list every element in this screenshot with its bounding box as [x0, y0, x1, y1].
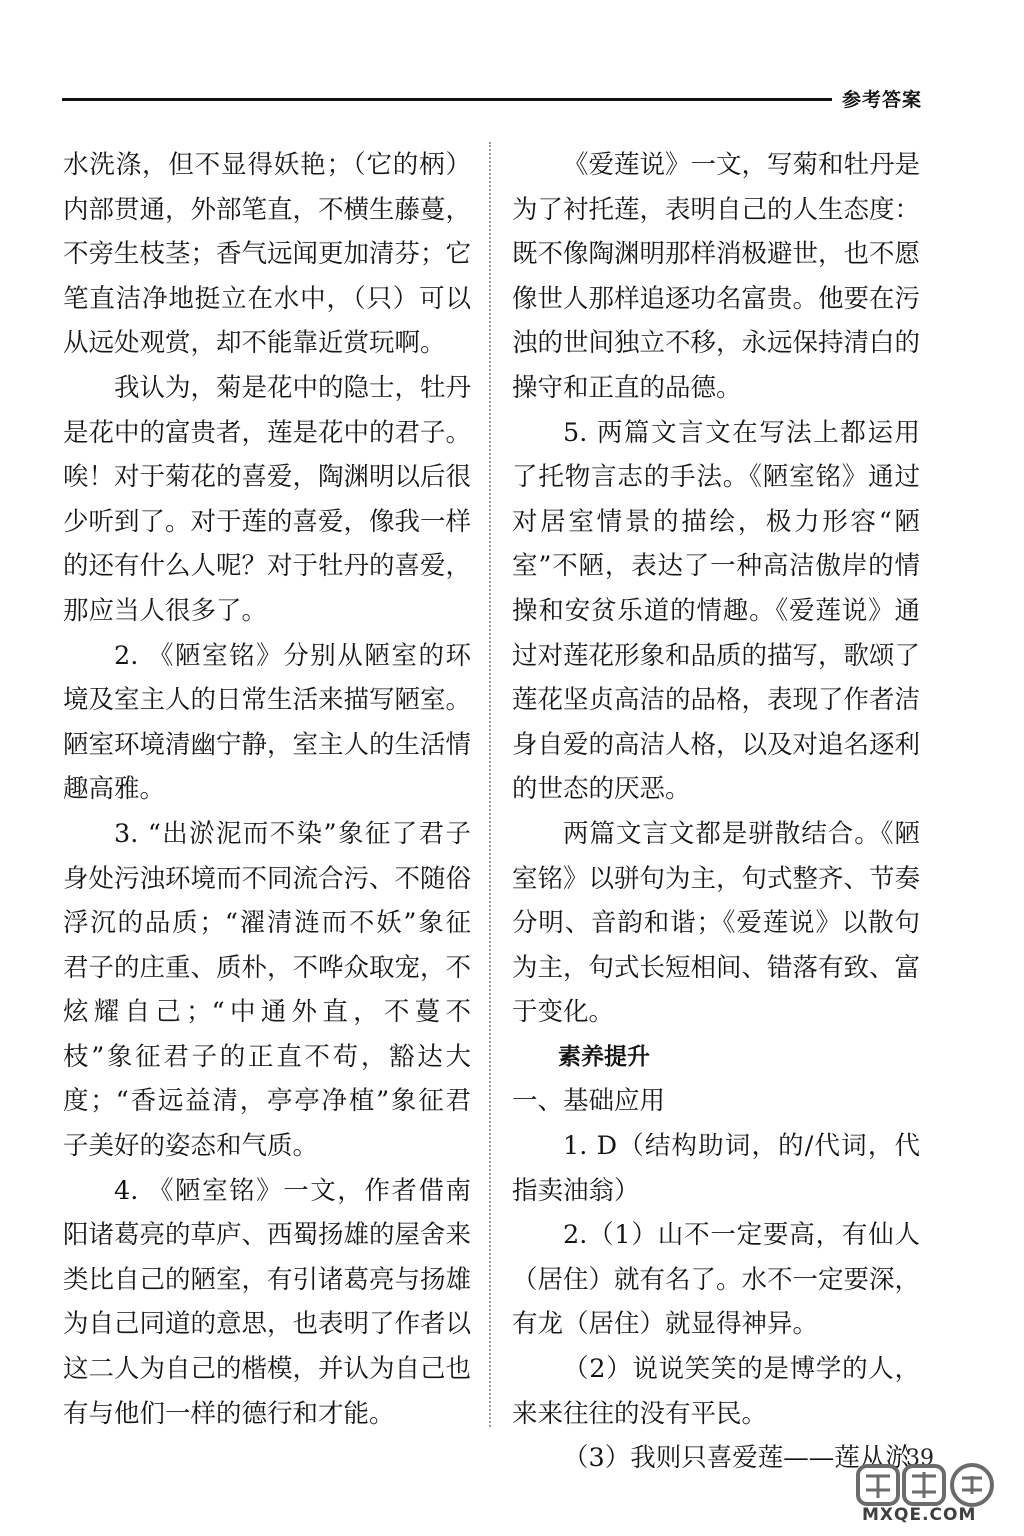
left-column [63, 143, 471, 1436]
answer-5: 5. 两篇文言文在写法上都运用了托物言志的手法。《陋室铭》通过对居室情景的描绘，极力形容“陋室”不陋，表达了一种高洁傲岸的情操和安贫乐道的情趣。《爱莲说》通过对莲花形象和品质的描写，歌颂了莲花坚贞高洁的品格，表现了作者洁身自爱的高洁人格，以及对追名逐利的世态的厌恶。 [512, 417, 921, 805]
paragraph: 水洗涤，但不显得妖艳；（它的柄）内部贯通，外部笔直，不横生藤蔓，不旁生枝茎；香气远闻更加清芬；它笔直洁净地挺立在水中，（只）可以从远处观赏，却不能靠近赏玩啊。 [63, 150, 472, 359]
answer-3: 3. “出淤泥而不染”象征了君子身处污浊环境而不同流合污、不随俗浮沉的品质；“濯清涟而不妖”象征君子的庄重、质朴，不哗众取宠，不炫耀自己；“中通外直，不蔓不枝”象征君子的正直不苟，豁达大度；“香远益清，亭亭净植”象征君子美好的姿态和气质。 [63, 818, 472, 1162]
answer-item: 2.（1）山不一定要高，有仙人（居住）就有名了。水不一定要深，有龙（居住）就显得神异。 [512, 1220, 921, 1340]
subsection-heading: 一、基础应用 [512, 1086, 666, 1117]
column-divider [489, 142, 491, 1427]
paragraph: 《爱莲说》一文，写菊和牡丹是为了衬托莲，表明自己的人生态度：既不像陶渊明那样消极避世，也不愿像世人那样追逐功名富贵。他要在污浊的世间独立不移，永远保持清白的操守和正直的品德。 [512, 150, 921, 403]
page-number: 39 [906, 1446, 934, 1471]
answer-item: （3）我则只喜爱莲——莲从淤 [563, 1443, 911, 1474]
answer-item: 1. D（结构助词，的/代词，代指卖油翁） [512, 1131, 920, 1206]
paragraph: 两篇文言文都是骈散结合。《陋室铭》以骈句为主，句式整齐、节奏分明、音韵和谐；《爱莲说》以散句为主，句式长短相间、错落有致、富于变化。 [512, 818, 921, 1028]
watermark-text: MXQE.COM [862, 1505, 977, 1525]
answer-4: 4. 《陋室铭》一文，作者借南阳诸葛亮的草庐、西蜀扬雄的屋舍来类比自己的陋室，有引诸葛亮与扬雄为自己同道的意思，也表明了作者以这二人为自己的楷模，并认为自己也有与他们一样的德行和才能。 [63, 1175, 472, 1429]
right-column [512, 143, 920, 1481]
answer-item: （2）说说笑笑的是博学的人，来来往往的没有平民。 [512, 1354, 920, 1429]
running-header: 参考答案 [842, 89, 923, 111]
section-heading: 素养提升 [558, 1043, 650, 1070]
answer-2: 2. 《陋室铭》分别从陋室的环境及室主人的日常生活来描写陋室。陋室环境清幽宁静，室主人的生活情趣高雅。 [63, 640, 472, 805]
header-rule [62, 98, 832, 101]
paragraph: 我认为，菊是花中的隐士，牡丹是花中的富贵者，莲是花中的君子。唉！对于菊花的喜爱，陶渊明以后很少听到了。对于莲的喜爱，像我一样的还有什么人呢？对于牡丹的喜爱，那应当人很多了。 [63, 372, 472, 626]
